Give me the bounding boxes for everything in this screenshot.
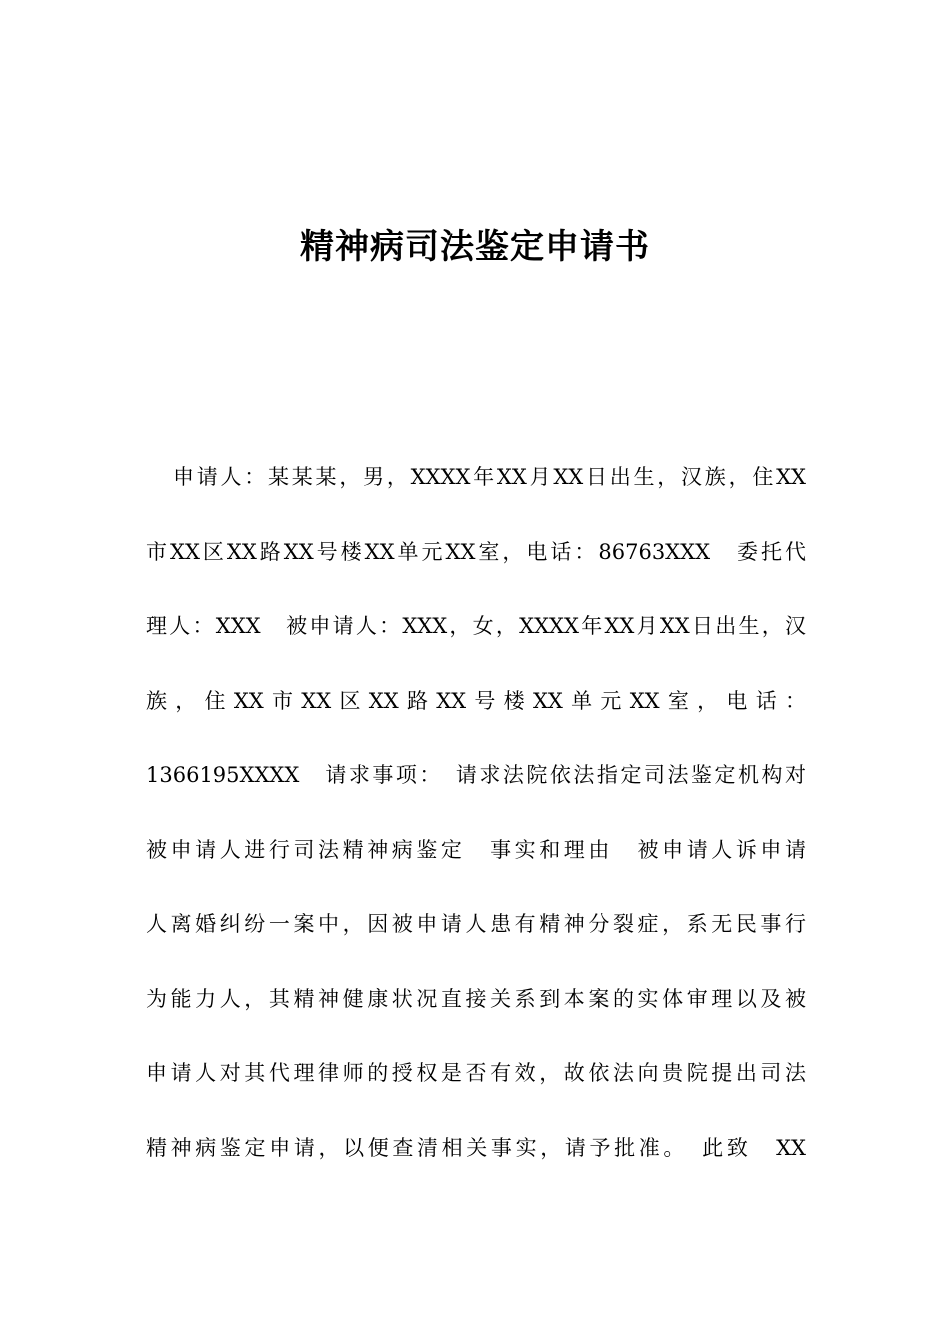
body-line: 理人：XXX 被申请人：XXX，女，XXXX年XX月XX日出生，汉 bbox=[146, 614, 806, 638]
body-line: 精神病鉴定申请，以便查清相关事实，请予批准。 此致 XX bbox=[146, 1135, 806, 1160]
body-line: 为能力人，其精神健康状况直接关系到本案的实体审理以及被 bbox=[146, 986, 806, 1011]
body-line: 市XX区XX路XX号楼XX单元XX室，电话：86763XXX 委托代 bbox=[146, 539, 806, 564]
body-line: 族，住XX市XX区XX路XX号楼XX单元XX室，电话： bbox=[146, 688, 806, 713]
document-body bbox=[146, 453, 806, 1198]
body-line: 人离婚纠纷一案中，因被申请人患有精神分裂症，系无民事行 bbox=[146, 912, 806, 936]
body-line: 申请人：某某某，男，XXXX年XX月XX日出生，汉族，住XX bbox=[173, 465, 806, 489]
body-line: 被申请人进行司法精神病鉴定 事实和理由 被申请人诉申请 bbox=[146, 837, 806, 862]
body-line: 申请人对其代理律师的授权是否有效，故依法向贵院提出司法 bbox=[146, 1061, 806, 1085]
body-line: 1366195XXXX 请求事项： 请求法院依法指定司法鉴定机构对 bbox=[146, 763, 806, 787]
document-title: 精神病司法鉴定申请书 bbox=[300, 227, 650, 267]
